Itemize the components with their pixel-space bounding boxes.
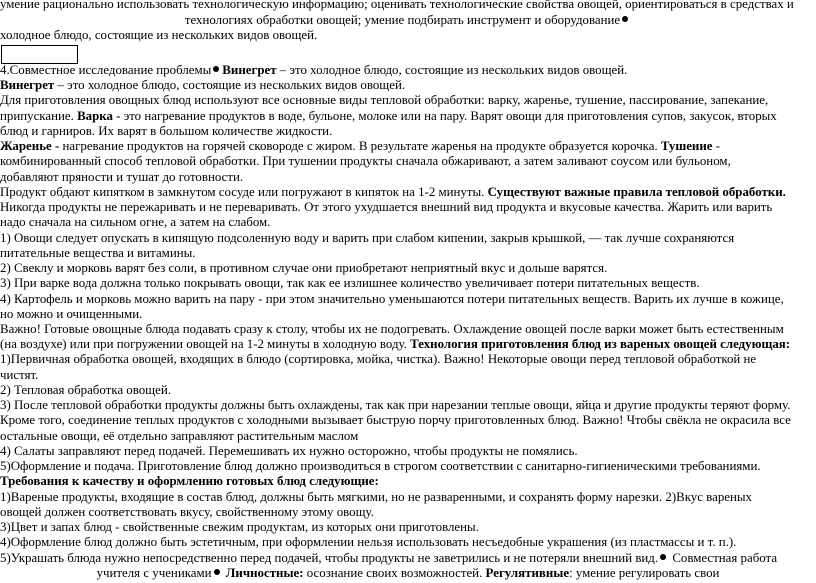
text-line: Важно! Готовые овощные блюда подавать сразу к столу, чтобы их не подогревать. Охлаждение овощей после варки может быть естественным — [0, 321, 784, 336]
text-line: 1) Овощи следует опускать в кипящую подсоленную воду и варить при слабом кипении, закрыв крышкой, — так лучше сохраняются — [0, 230, 735, 245]
text-line: (на воздухе) или при погружении овощей на 1-2 минуты в холодную воду. Технология приготовления блюд из вареных овощей следующая: — [0, 337, 791, 352]
text-line: 1)Первичная обработка овощей, входящих в блюдо (сортировка, мойка, чистка). Важно! Некоторые овощи перед тепловой обработкой не — [0, 352, 757, 367]
text-line: комбинированный способ тепловой обработки. При тушении продукты сначала обжаривают, а затем заливают соусом или бульоном, — [0, 154, 731, 169]
text-line: припускание. Варка - это нагревание продуктов в воде, бульоне, молоке или на пару. Варят овощи для приготовления супов, закусок, вторых — [0, 108, 777, 123]
text-line: чистят. — [0, 367, 39, 382]
text-line: 2) Свеклу и морковь варят без соли, в противном случае они приобретают неприятный вкус и дольше варятся. — [0, 261, 608, 275]
text-line: Кроме того, соединение теплых продуктов с холодными вызывает быструю порчу приготовленных блюд. Важно! Чтобы свёкла не окрасила все — [0, 413, 791, 428]
text-line: Никогда продукты не пережаривать и не переваривать. От этого ухудшается внешний вид продукта и вкусовые качества. Жарить или варить — [0, 200, 773, 214]
text-line: но можно и очищенными. — [0, 306, 143, 321]
definition-line: Винегрет – это холодное блюдо, состоящие из нескольких видов овощей. — [0, 78, 406, 93]
text-line: 4)Оформление блюд должно быть эстетичным, при оформлении нельзя использовать несъедобные украшения (из пластмассы и т. п.). — [0, 535, 737, 550]
text-line: 5)Оформление и подача. Приготовление блюд должно производиться в строгом соответствии с санитарно-гигиеническими требованиями. — [0, 459, 761, 474]
text-line: овощей должен соответствовать вкусу, свойственному этому овощу. — [0, 504, 374, 519]
text-line: остальные овощи, её отдельно заправляют растительным маслом — [0, 428, 359, 443]
text-line: надо сначала на сильном огне, а затем на слабом. — [0, 215, 271, 230]
text-line: добавляют пряности и тушат до готовности. — [0, 169, 244, 184]
text-line: 4) Картофель и морковь можно варить на пару - при этом значительно уменьшаются потери питательных веществ. Варить их лучше в кожице, — [0, 291, 784, 306]
text-line: Для приготовления овощных блюд используют все основные виды тепловой обработки: варку, жаренье, тушение, пассирование, запекание, — [0, 93, 769, 108]
bullet-icon — [213, 66, 219, 72]
header-line-2: технологиях обработки овощей; умение подбирать инструмент и оборудование — [0, 13, 816, 28]
text-line: 5)Украшать блюда нужно непосредственно перед подачей, чтобы продукты не заветрились и не потеряли внешний вид. Совместная работа — [0, 550, 778, 565]
text-line: Жаренье - нагревание продуктов на горячей сковороде с жиром. В результате жаренья на продукте образуется корочка. Тушение - — [0, 139, 721, 154]
text-line: 1)Вареные продукты, входящие в состав блюд, должны быть мягкими, но не разваренными, и сохранять форму нарезки. 2)Вкус вареных — [0, 489, 752, 504]
quality-heading: Требования к качеству и оформлению готовых блюд следующие: — [0, 474, 379, 489]
bullet-icon — [214, 569, 220, 575]
bullet-icon — [622, 16, 628, 22]
text-line: питательные вещества и витамины. — [0, 245, 196, 260]
section-4-heading: 4.Совместное исследование проблемы Винегрет – это холодное блюдо, состоящие из нескольких видов овощей. — [0, 62, 628, 77]
intro-line: холодное блюдо, состоящие из нескольких видов овощей. — [0, 27, 318, 42]
text-line: Продукт обдают кипятком в замкнутом сосуде или погружают в кипяток на 1-2 минуты. Существуют важные правила тепловой обработки. — [0, 184, 786, 199]
empty-frame-box — [1, 45, 78, 64]
text-line: 3)Цвет и запах блюд - свойственные свежим продуктам, из которых они приготовлены. — [0, 520, 479, 535]
text-line: 2) Тепловая обработка овощей. — [0, 382, 171, 397]
text-line: 4) Салаты заправляют перед подачей. Перемешивать их нужно осторожно, чтобы продукты не помялись. — [0, 443, 578, 458]
bullet-icon — [660, 554, 666, 560]
text-line: 3) После тепловой обработки продукты должны быть охлаждены, так как при нарезании теплые овощи, яйца и другие продукты теряют форму. — [0, 398, 791, 413]
text-line: блюд и гарниров. Их варят в большом количестве жидкости. — [0, 123, 333, 138]
header-line-1: умение рационально использовать технологическую информацию; оценивать технологические свойства овощей, ориентироваться в средствах и — [0, 0, 794, 12]
text-line: 3) При варке вода должна только покрывать овощи, так как ее излишнее количество увеличивает потери питательных веществ. — [0, 276, 700, 291]
text-line: учителя с учениками Личностные: осознание своих возможностей. Регулятивные: умение регулировать свои — [96, 565, 720, 580]
